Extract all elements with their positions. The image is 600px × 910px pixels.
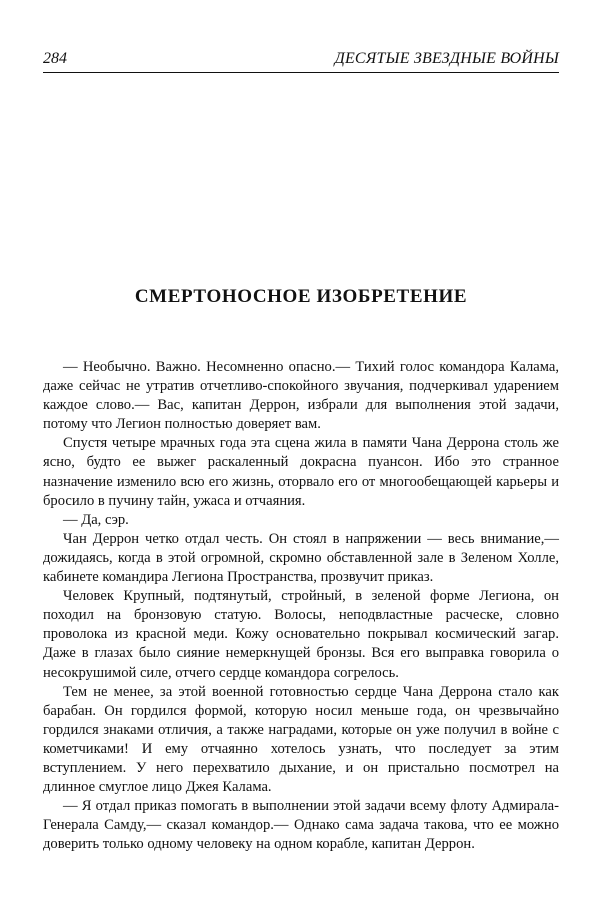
running-title: ДЕСЯТЫЕ ЗВЕЗДНЫЕ ВОЙНЫ [334,50,559,67]
paragraph: Человек Крупный, подтянутый, стройный, в зеленой форме Легиона, он походил на бронзовую статую. Волосы, неподвластные расческе, словно проволока из красной меди. Кожу основательно покрывал космический загар. Даже в глазах было сияние немеркнущей бронзы. Вся его выправка говорила о несокрушимой силе, отчего сердце командора согрелось. [43,588,559,681]
paragraph: — Необычно. Важно. Несомненно опасно.— Тихий голос командора Калама, даже сейчас не утратив отчетливо-спокойного звучания, подчеркивал ударением каждое слово.— Вас, капитан Деррон, избрали для выполнения этой задачи, потому что Легион полностью доверяет вам. [43,359,559,433]
page-header [43,48,559,73]
body-text [43,358,559,854]
chapter-title: СМЕРТОНОСНОЕ ИЗОБРЕТЕНИЕ [134,286,468,307]
page-number: 284 [43,50,67,67]
paragraph: — Да, сэр. [63,511,129,528]
paragraph: Спустя четыре мрачных года эта сцена жила в памяти Чана Деррона столь же ясно, будто ее выжег раскаленный докрасна пуансон. Ибо это странное назначение изменило всю его жизнь, оторвало его от многообещающей карьеры и бросило в пучину тайн, ужаса и отчаяния. [43,435,559,509]
paragraph: Тем не менее, за этой военной готовностью сердце Чана Деррона стало как барабан. Он гордился формой, которую носил меньше года, он чрезвычайно гордился знаками отличия, а также наградами, которые он уже получил в войне с кометчиками! И ему отчаянно хотелось узнать, что последует за этим вступлением. У него перехватило дыхание, и он пристально посмотрел на длинное смуглое лицо Джея Калама. [43,683,559,796]
paragraph: Чан Деррон четко отдал честь. Он стоял в напряжении — весь внимание,— дожидаясь, когда в этой огромной, скромно обставленной зале в Зеленом Холле, кабинете командира Легиона Пространства, прозвучит приказ. [43,530,559,586]
paragraph: — Я отдал приказ помогать в выполнении этой задачи всему флоту Адмирала-Генерала Самду,— сказал командор.— Однако сама задача такова, что ее можно доверить только одному человеку на одном корабле, капитан Деррон. [43,798,559,853]
